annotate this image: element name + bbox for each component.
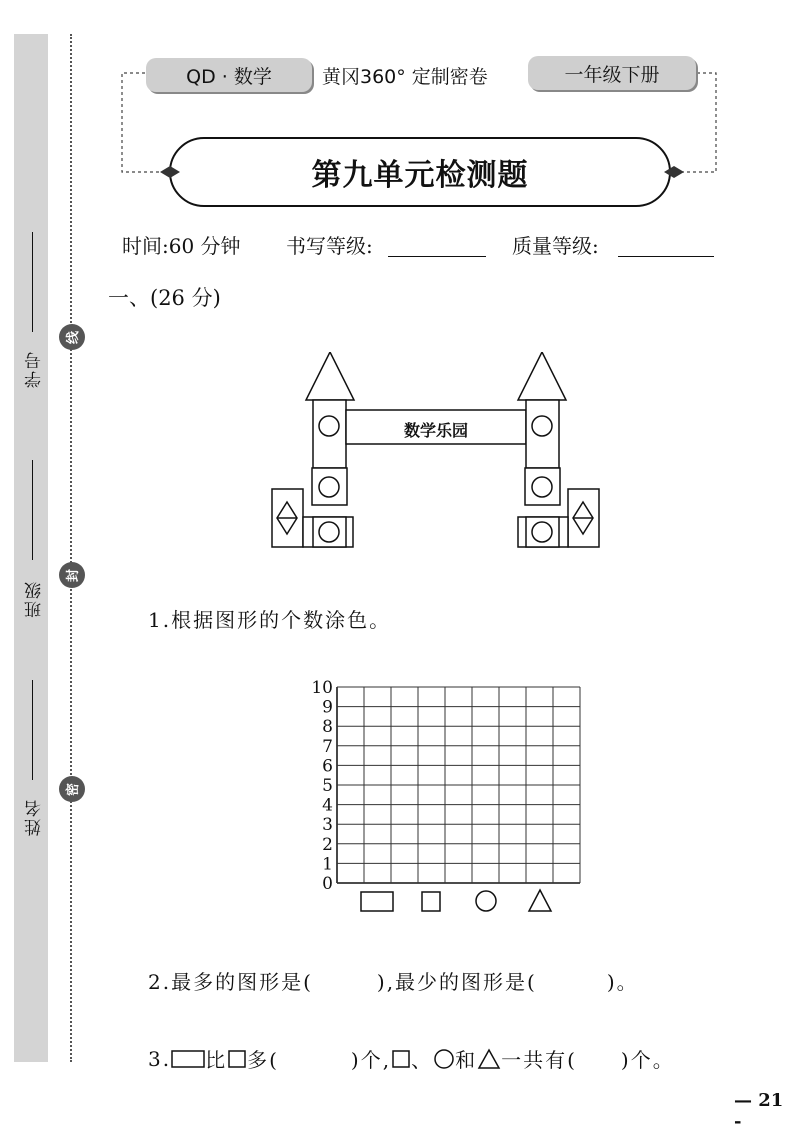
- page-number: — 21 -: [734, 1090, 784, 1132]
- header-frame: [0, 0, 794, 230]
- question-3-than: 比: [205, 1048, 228, 1072]
- right-base-circle: [532, 522, 552, 542]
- circle-icon: [433, 1048, 455, 1070]
- left-tower-circle: [319, 416, 339, 436]
- question-3-end: )个。: [620, 1048, 675, 1072]
- right-tower-roof-triangle: [518, 352, 566, 400]
- category-rectangle-icon: [361, 892, 393, 911]
- right-square-circle: [532, 477, 552, 497]
- time-label: 时间:60 分钟: [122, 234, 241, 258]
- question-3-and: 和: [455, 1048, 478, 1072]
- left-square-circle: [319, 477, 339, 497]
- y-tick-label: 6: [322, 756, 333, 777]
- grade-pill: 一年级下册: [528, 56, 696, 90]
- section-heading: 一、(26 分): [108, 286, 221, 310]
- category-triangle-icon: [529, 890, 551, 911]
- y-tick-label: 7: [322, 736, 333, 757]
- question-3-count: )个,: [350, 1048, 392, 1072]
- coloring-grid-chart[interactable]: [300, 676, 600, 916]
- question-2: [148, 966, 639, 995]
- y-tick-label: 8: [322, 717, 333, 738]
- category-square-icon: [422, 892, 440, 911]
- rectangle-icon: [171, 1049, 205, 1069]
- page-title: 第九单元检测题: [311, 158, 529, 193]
- student-id-line: [32, 232, 33, 332]
- series-name: 黄冈360° 定制密卷: [322, 66, 488, 88]
- square-icon: [227, 1049, 247, 1069]
- y-tick-label: 2: [322, 834, 333, 855]
- question-2-part-c: )。: [606, 970, 639, 994]
- writing-grade-label: 书写等级:: [286, 234, 373, 258]
- name-label: 姓名: [25, 798, 45, 836]
- triangle-icon: [477, 1048, 501, 1070]
- writing-grade-blank[interactable]: [388, 256, 486, 257]
- line-mark: 线: [59, 324, 85, 350]
- right-tower-circle: [532, 416, 552, 436]
- square-icon: [391, 1049, 411, 1069]
- y-tick-label: 1: [322, 854, 333, 875]
- question-2-part-b: ),最少的图形是(: [376, 970, 537, 994]
- question-2-part-a: 2.最多的图形是(: [148, 970, 313, 994]
- student-id-label: 学号: [25, 350, 45, 388]
- class-line: [32, 460, 33, 560]
- question-3-separator: 、: [411, 1048, 434, 1072]
- y-tick-label: 3: [322, 815, 333, 836]
- question-3: [148, 1044, 675, 1073]
- subject-pill: QD · 数学: [146, 58, 312, 92]
- y-tick-label: 5: [322, 776, 333, 796]
- left-tower-roof-triangle: [306, 352, 354, 400]
- castle-sign-text: 数学乐园: [403, 421, 468, 440]
- quality-grade-blank[interactable]: [618, 256, 714, 257]
- class-label: 班级: [25, 580, 45, 618]
- question-3-more: 多(: [247, 1048, 279, 1072]
- castle-figure: [260, 352, 610, 552]
- y-tick-label: 9: [322, 697, 333, 718]
- y-tick-label: 4: [322, 795, 333, 816]
- question-1: 1.根据图形的个数涂色。: [148, 608, 392, 632]
- name-line: [32, 680, 33, 780]
- question-3-number: 3.: [148, 1046, 172, 1071]
- question-3-total: 一共有(: [501, 1048, 577, 1072]
- y-tick-label: 10: [311, 678, 333, 698]
- quality-grade-label: 质量等级:: [512, 234, 599, 258]
- left-base-circle: [319, 522, 339, 542]
- dense-mark: 密: [59, 776, 85, 802]
- y-tick-label: 0: [322, 874, 333, 894]
- seal-mark: 封: [59, 562, 85, 588]
- category-circle-icon: [476, 891, 496, 911]
